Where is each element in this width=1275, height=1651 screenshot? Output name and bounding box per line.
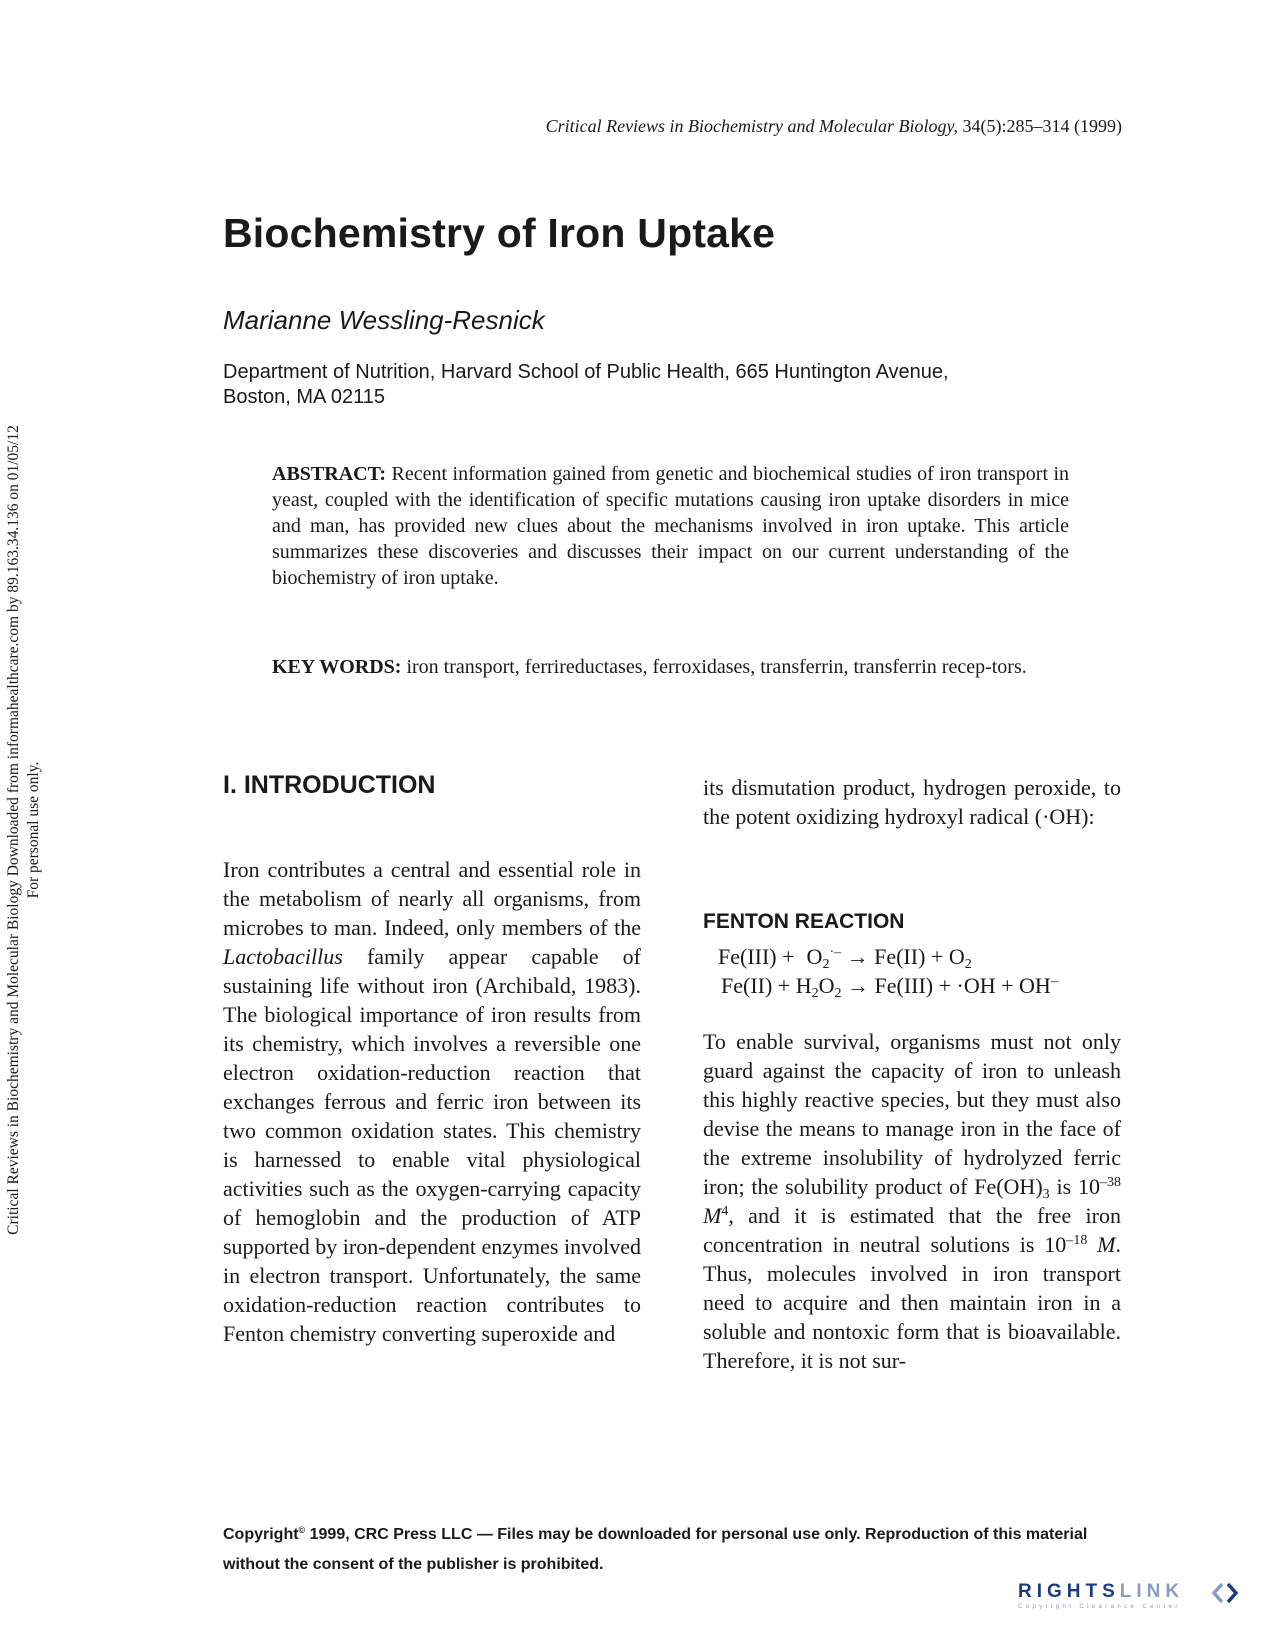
rightslink-word-b: LINK	[1119, 1581, 1185, 1602]
rb-sub: 3	[1042, 1187, 1050, 1202]
rb-exp-3: –18	[1066, 1233, 1088, 1248]
fenton-reaction-heading: FENTON REACTION	[703, 910, 905, 933]
eq2-sup: –	[1050, 974, 1058, 989]
copyright-notice	[223, 1520, 1123, 1580]
eq2-reactant: Fe(II) + H	[721, 973, 812, 998]
affiliation	[223, 360, 1070, 410]
citation: 34(5):285–314 (1999)	[958, 116, 1122, 136]
author-name: Marianne Wessling-Resnick	[223, 305, 545, 335]
eq2-sub-2: 2	[834, 986, 842, 1001]
download-watermark	[4, 405, 48, 1255]
affiliation-line-1: Department of Nutrition, Harvard School of Public Health, 665 Huntington Avenue,	[223, 361, 949, 383]
eq1-superoxide: O	[806, 944, 823, 969]
intro-paragraph-left	[223, 855, 641, 1348]
equation-2	[721, 971, 1058, 1000]
rb-text-1: To enable survival, organisms must not only guard against the capacity of iron to unleash this highly reactive species, but they must also devise the means to manage iron in the face of the extreme insolubility of hydrolyzed ferric iron; the solubility product of Fe(OH)	[703, 1029, 1121, 1199]
rightslink-mark-icon	[1212, 1581, 1238, 1605]
copyright-symbol: ©	[298, 1525, 306, 1535]
rb-text-2: is 10	[1049, 1174, 1100, 1199]
eq2-oxygen: O	[818, 973, 835, 998]
rightslink-word-a: RIGHTS	[1018, 1581, 1120, 1602]
intro-paragraph-right-bottom	[703, 1027, 1121, 1375]
intro-text-2: family appear capable of sustaining life without iron (Archibald, 1983). The biological importance of iron results from its chemistry, which involves a reversible one electron oxidation-reduction reaction that exchanges ferrous and ferric iron between its two common oxidation states. This chemistry is harnessed to enable vital physiological activities such as the oxygen-carrying capacity of hemoglobin and the production of ATP supported by iron-dependent enzymes involved in electron transport. Unfortunately, the same oxidation-reduction reaction contributes to Fenton chemistry converting superoxide and	[223, 944, 641, 1346]
intro-paragraph-right-top: its dismutation product, hydrogen peroxide, to the potent oxidizing hydroxyl radical (·OH):	[703, 775, 1121, 829]
abstract-text: Recent information gained from genetic and biochemical studies of iron transport in yeast, coupled with the identification of specific mutations causing iron uptake disorders in mice and man, has provided new clues about the mechanisms involved in iron uptake. This article summarizes these discoveries and discusses their impact on our current understanding of the biochemistry of iron uptake.	[272, 463, 1069, 589]
eq2-sub-1: 2	[811, 986, 819, 1001]
eq1-products: → Fe(II) + O	[841, 944, 965, 969]
running-head	[440, 116, 1122, 137]
rb-molar-1: M	[703, 1203, 722, 1228]
rb-exp-1: –38	[1100, 1175, 1121, 1190]
intro-text-1: Iron contributes a central and essential role in the metabolism of nearly all organisms, from microbes to man. Indeed, only members of the	[223, 857, 641, 940]
rightslink-logo[interactable]	[1018, 1581, 1258, 1621]
abstract-label: ABSTRACT:	[272, 463, 387, 485]
rb-exp-2: 4	[721, 1204, 729, 1219]
rb-text-4: . Thus, molecules involved in iron transport need to acquire and then maintain iron in a soluble and nontoxic form that is bioavailable. Therefore, it is not sur-	[703, 1232, 1121, 1373]
eq1-reactant: Fe(III) +	[718, 944, 795, 969]
download-watermark-line-2: For personal use only.	[25, 761, 42, 899]
journal-name: Critical Reviews in Biochemistry and Molecular Biology,	[545, 116, 959, 136]
article-title: Biochemistry of Iron Uptake	[223, 210, 776, 256]
section-heading-introduction: I. INTRODUCTION	[223, 771, 436, 799]
keywords-text: iron transport, ferrireductases, ferroxidases, transferrin, transferrin recep-tors.	[401, 656, 1027, 678]
eq1-sub: 2	[822, 957, 830, 972]
eq1-product-sub: 2	[964, 957, 972, 972]
download-watermark-line-1: Critical Reviews in Biochemistry and Molecular Biology Downloaded from informahealthcare.com by 89.163.34.136 on 01/05/12	[5, 425, 22, 1235]
rb-text-3: , and it is estimated that the free iron concentration in neutral solutions is 10	[703, 1203, 1121, 1257]
abstract	[272, 461, 1069, 591]
copyright-word: Copyright	[223, 1526, 299, 1543]
copyright-text-1: 1999, CRC Press LLC — Files may be downloaded for personal use only. Reproduction of this material	[305, 1526, 1088, 1543]
affiliation-line-2: Boston, MA 02115	[223, 386, 385, 408]
keywords-label: KEY WORDS:	[272, 656, 402, 678]
rightslink-tagline: Copyright Clearance Center	[1018, 1604, 1181, 1610]
copyright-text-2: without the consent of the publisher is prohibited.	[223, 1556, 604, 1573]
rb-molar-2: M	[1087, 1232, 1116, 1257]
genus-name: Lactobacillus	[223, 944, 343, 969]
keywords	[272, 654, 1069, 680]
eq2-products: → Fe(III) + ·OH + OH	[841, 973, 1051, 998]
eq1-sup: ·–	[829, 945, 842, 960]
equation-1	[718, 942, 972, 971]
